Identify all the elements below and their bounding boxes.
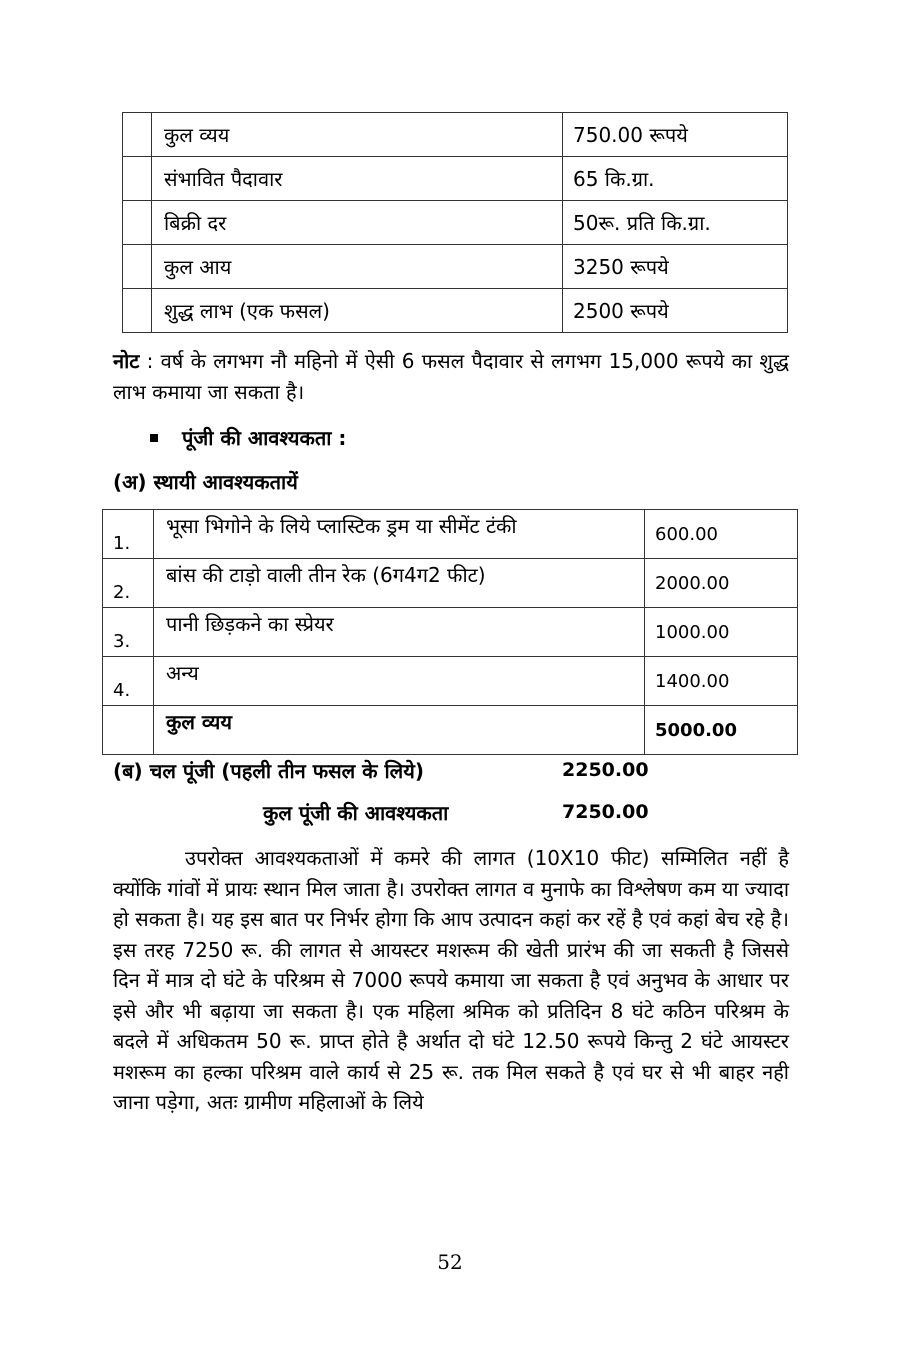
item-description: बांस की टाड़ो वाली तीन रेक (6ग4ग2 फीट) (154, 559, 645, 608)
note-text: : वर्ष के लगभग नौ महिनो में ऐसी 6 फसल पैदावार से लगभग 15,000 रूपये का शुद्ध लाभ कमाया जा सकता है। (113, 349, 789, 404)
item-number: 1. (103, 510, 154, 559)
note-label: नोट (113, 349, 140, 373)
row-label: शुद्ध लाभ (एक फसल) (152, 289, 563, 333)
working-capital-label: (ब) चल पूंजी (पहली तीन फसल के लिये) (113, 759, 424, 783)
item-value: 600.00 (645, 510, 798, 559)
row-value: 3250 रूपये (563, 245, 788, 289)
total-row (103, 706, 798, 755)
total-capital-label: कुल पूंजी की आवश्यकता (263, 801, 449, 825)
body-paragraph: उपरोक्त आवश्यकताओं में कमरे की लागत (10X10 फीट) सम्मिलित नहीं है क्योंकि गांवों में प्रायः स्थान मिल जाता है। उपरोक्त लागत व मुनाफे का विश्लेषण कम या ज्यादा हो सकता है। यह इस बात पर निर्भर होगा कि आप उत्पादन कहां कर रहें है एवं कहां बेच रहे है। इस तरह 7250 रू. की लागत से आयस्टर मशरूम की खेती प्रारंभ की जा सकती है जिससे दिन में मात्र दो घंटे के परिश्रम से 7000 रूपये कमाया जा सकता है एवं अनुभव के आधार पर इसे और भी बढ़ाया जा सकता है। एक महिला श्रमिक को प्रतिदिन 8 घंटे कठिन परिश्रम के बदले में अधिकतम 50 रू. प्राप्त होते है अर्थात दो घंटे 12.50 रूपये किन्तु 2 घंटे आयस्टर मशरूम का हल्का परिश्रम वाले कार्य से 25 रू. तक मिल सकते है एवं घर से भी बाहर नही जाना पड़ेगा, अतः ग्रामीण महिलाओं के लिये (113, 846, 789, 1114)
empty-cell (123, 157, 152, 201)
table-row (123, 201, 788, 245)
row-value: 750.00 रूपये (563, 113, 788, 157)
table-row (103, 510, 798, 559)
total-value: 5000.00 (645, 706, 798, 755)
item-description: भूसा भिगोने के लिये प्लास्टिक ड्रम या सीमेंट टंकी (154, 510, 645, 559)
empty-cell (123, 201, 152, 245)
row-label: संभावित पैदावार (152, 157, 563, 201)
capital-heading-text: पूंजी की आवश्यकता : (182, 426, 347, 450)
row-label: कुल व्यय (152, 113, 563, 157)
capital-heading (150, 424, 346, 451)
note-paragraph (113, 346, 789, 408)
item-description: अन्य (154, 657, 645, 706)
table-row (103, 608, 798, 657)
table-row (123, 245, 788, 289)
row-value: 50रू. प्रति कि.ग्रा. (563, 201, 788, 245)
table-row (103, 559, 798, 608)
working-capital-value: 2250.00 (562, 759, 649, 781)
row-value: 2500 रूपये (563, 289, 788, 333)
empty-cell (123, 245, 152, 289)
row-value: 65 कि.ग्रा. (563, 157, 788, 201)
item-value: 2000.00 (645, 559, 798, 608)
total-capital-value: 7250.00 (562, 801, 649, 823)
total-label: कुल व्यय (154, 706, 645, 755)
empty-cell (123, 289, 152, 333)
bullet-square-icon (150, 434, 158, 442)
item-description: पानी छिड़कने का स्प्रेयर (154, 608, 645, 657)
empty-cell (103, 706, 154, 755)
table-row (123, 113, 788, 157)
item-value: 1000.00 (645, 608, 798, 657)
row-label: कुल आय (152, 245, 563, 289)
row-label: बिक्री दर (152, 201, 563, 245)
item-value: 1400.00 (645, 657, 798, 706)
item-number: 4. (103, 657, 154, 706)
fixed-requirements-heading: (अ) स्थायी आवश्यकतायें (113, 470, 298, 494)
table-row (103, 657, 798, 706)
empty-cell (123, 113, 152, 157)
fixed-requirements-table (102, 509, 798, 755)
page-number: 52 (437, 1250, 463, 1274)
item-number: 3. (103, 608, 154, 657)
item-number: 2. (103, 559, 154, 608)
yield-profit-table (122, 112, 788, 333)
table-row (123, 157, 788, 201)
table-row (123, 289, 788, 333)
